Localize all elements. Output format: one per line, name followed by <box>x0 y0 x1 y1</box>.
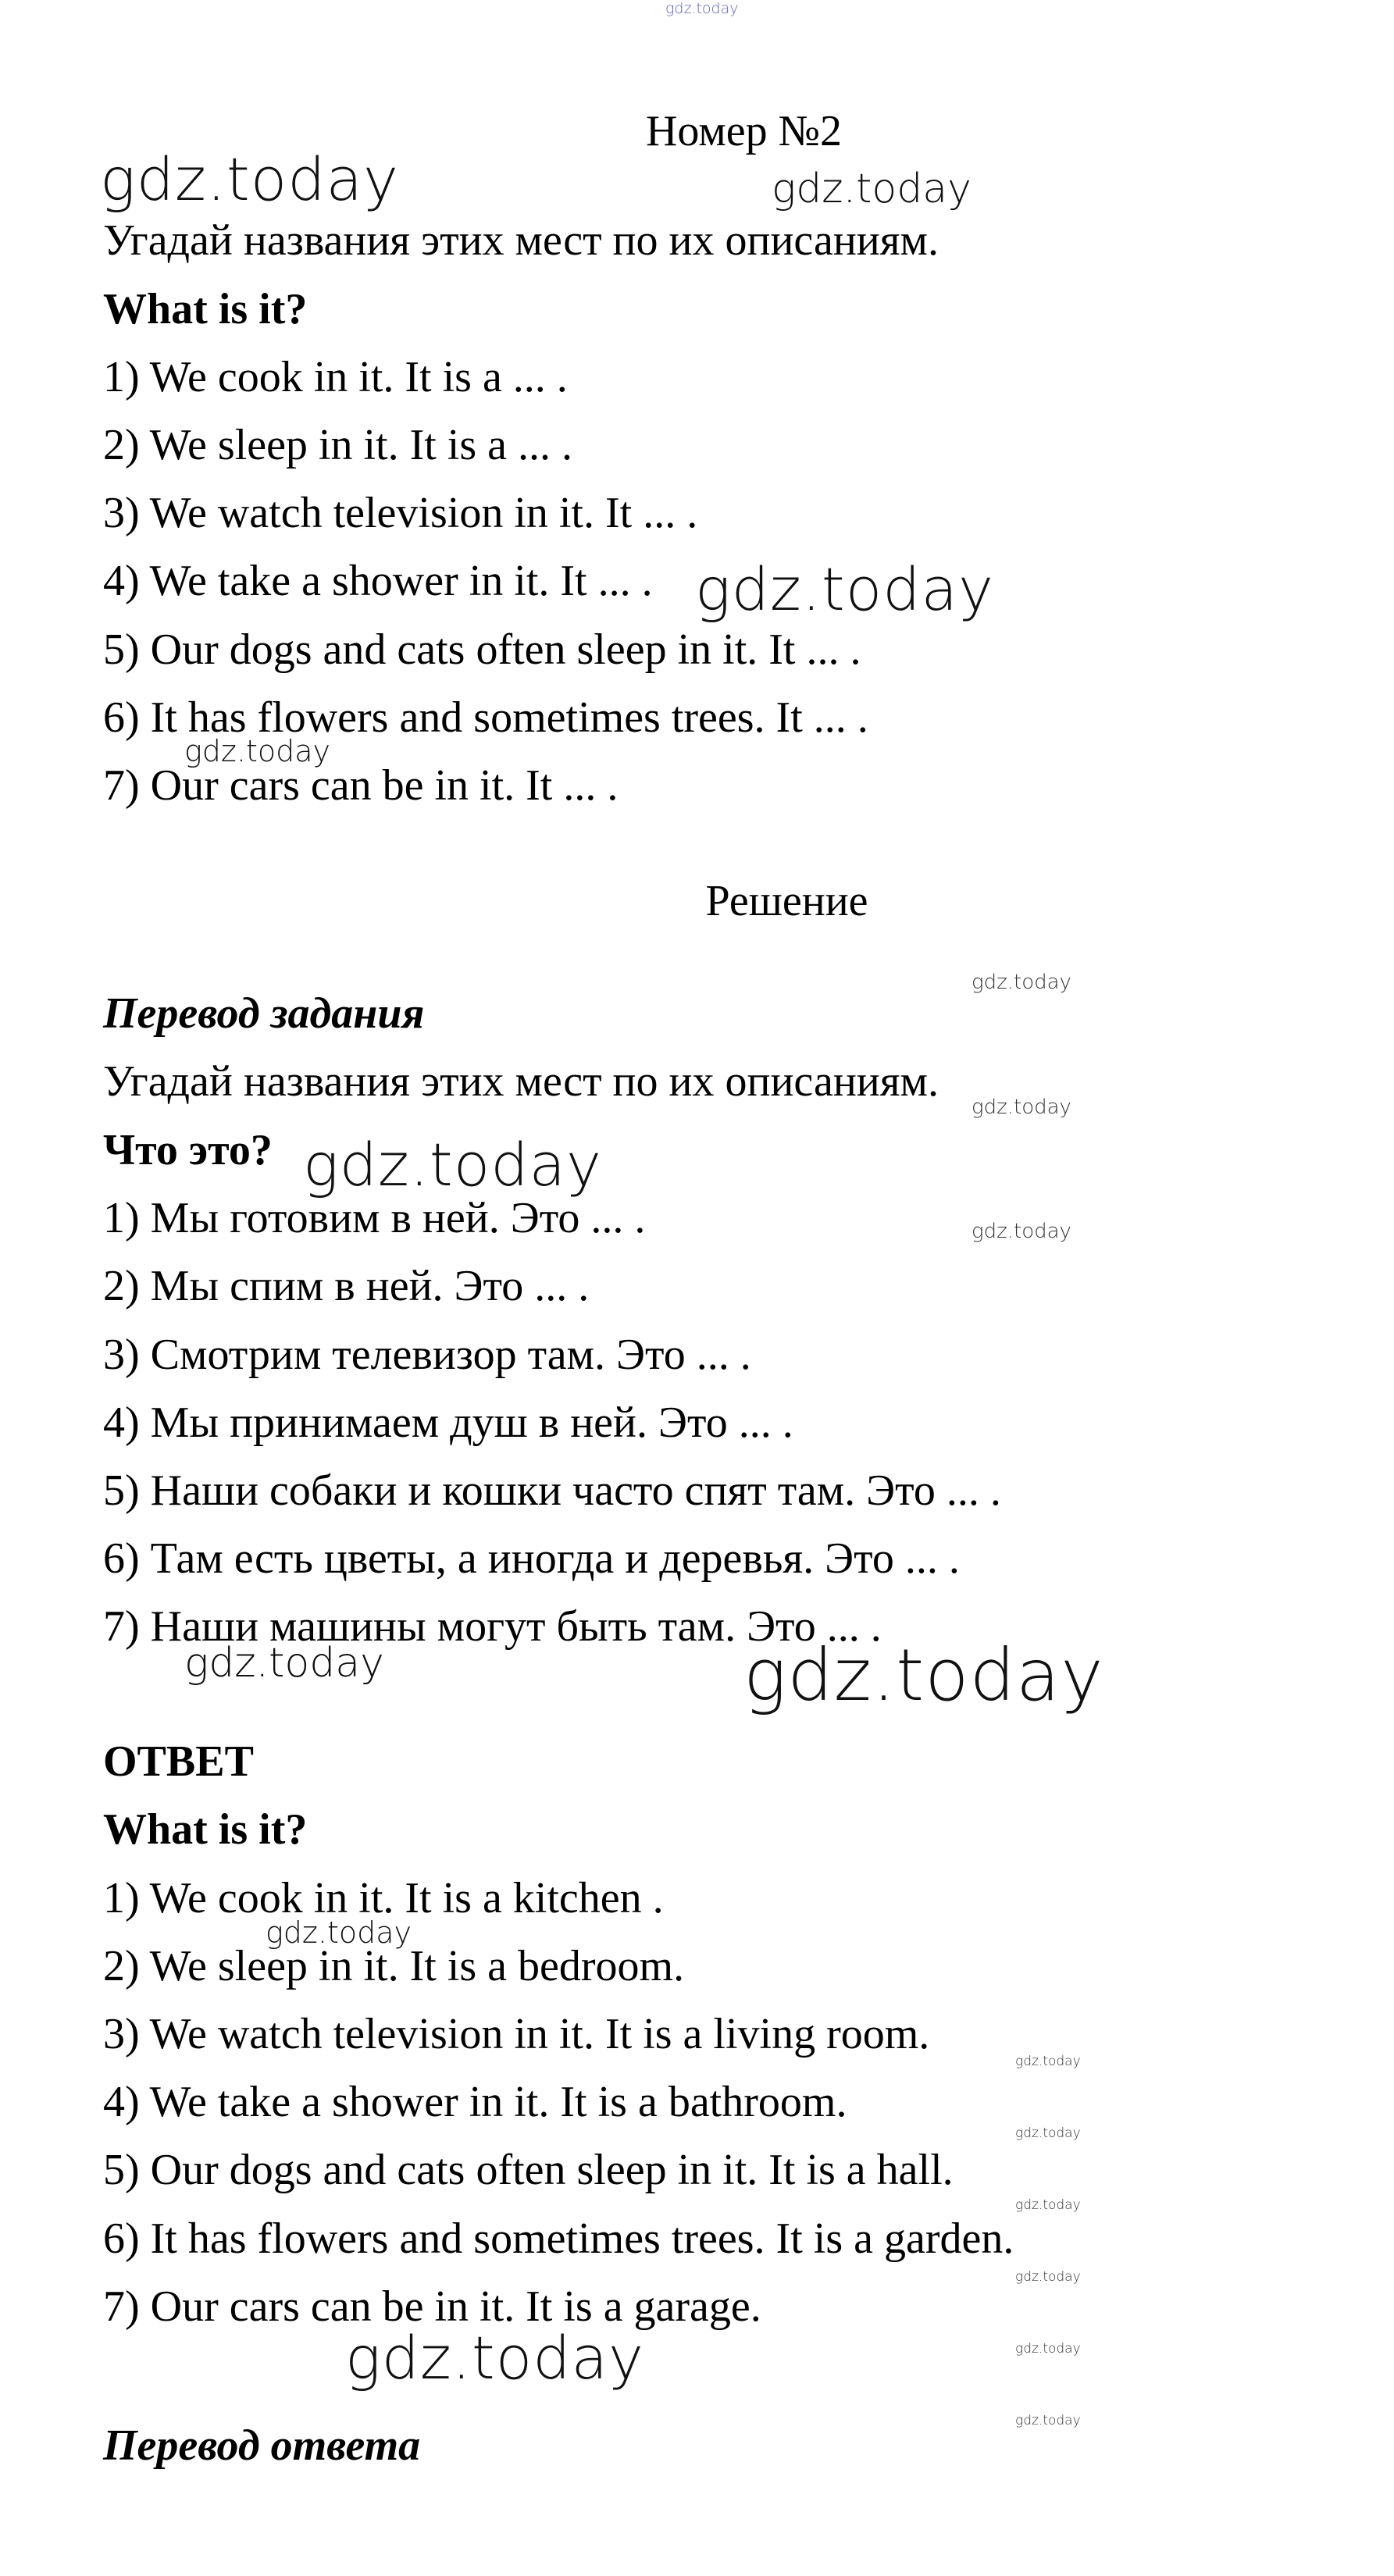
solution-item: 6) Там есть цветы, а иногда и деревья. Это ... . <box>103 1534 960 1583</box>
solution-item: 4) Мы принимаем душ в ней. Это ... . <box>103 1398 793 1447</box>
watermark: gdz.today <box>184 1640 384 1687</box>
task-item: 3) We watch television in it. It ... . <box>103 489 698 537</box>
answer-question: What is it? <box>103 1805 308 1854</box>
answer-heading: ОТВЕТ <box>103 1737 254 1786</box>
answer-item: 7) Our cars can be in it. It is a garage. <box>103 2282 761 2331</box>
solution-instruction: Угадай названия этих мест по их описаниям. <box>103 1057 939 1106</box>
task-item: 1) We cook in it. It is a ... . <box>103 353 568 401</box>
solution-heading: Решение <box>705 877 868 925</box>
task-item: 4) We take a shower in it. It ... . <box>103 557 653 605</box>
watermark: gdz.today <box>695 554 994 624</box>
watermark: gdz.today <box>972 971 1071 994</box>
watermark: gdz.today <box>972 1220 1071 1243</box>
watermark: gdz.today <box>1015 2269 1081 2285</box>
answer-item: 4) We take a shower in it. It is a bathroom. <box>103 2078 847 2126</box>
watermark: gdz.today <box>772 166 972 212</box>
watermark: gdz.today <box>345 2323 644 2393</box>
answer-item: 3) We watch television in it. It is a living room. <box>103 2010 930 2058</box>
task-item: 6) It has flowers and sometimes trees. It ... . <box>103 693 868 742</box>
watermark: gdz.today <box>184 734 330 768</box>
answer-item: 1) We cook in it. It is a kitchen . <box>103 1874 664 1922</box>
watermark: gdz.today <box>266 1915 412 1950</box>
watermark: gdz.today <box>303 1130 602 1199</box>
task-item: 7) Our cars can be in it. It ... . <box>103 761 619 810</box>
task-question: What is it? <box>103 285 308 333</box>
answer-item: 6) It has flowers and sometimes trees. It is a garden. <box>103 2214 1014 2263</box>
watermark-top: gdz.today <box>665 0 739 17</box>
solution-question: Что это? <box>103 1126 273 1174</box>
translation-heading: Перевод задания <box>103 989 425 1038</box>
watermark: gdz.today <box>743 1634 1104 1717</box>
task-instruction: Угадай названия этих мест по их описаниям. <box>103 216 939 265</box>
watermark: gdz.today <box>1015 2197 1081 2213</box>
watermark: gdz.today <box>1015 2413 1081 2428</box>
solution-item: 2) Мы спим в ней. Это ... . <box>103 1262 590 1310</box>
watermark: gdz.today <box>100 144 399 214</box>
task-item: 2) We sleep in it. It is a ... . <box>103 421 573 469</box>
solution-item: 3) Смотрим телевизор там. Это ... . <box>103 1331 751 1379</box>
answer-item: 5) Our dogs and cats often sleep in it. It is a hall. <box>103 2146 954 2194</box>
watermark: gdz.today <box>972 1096 1071 1119</box>
watermark: gdz.today <box>1015 2054 1081 2069</box>
answer-item: 2) We sleep in it. It is a bedroom. <box>103 1942 685 1990</box>
task-item: 5) Our dogs and cats often sleep in it. It ... . <box>103 625 861 674</box>
watermark: gdz.today <box>1015 2341 1081 2357</box>
answer-translation-heading: Перевод ответа <box>103 2421 421 2470</box>
solution-item: 5) Наши собаки и кошки часто спят там. Это ... . <box>103 1466 1001 1515</box>
watermark: gdz.today <box>1015 2125 1081 2141</box>
solution-item: 7) Наши машины могут быть там. Это ... . <box>103 1602 882 1651</box>
solution-item: 1) Мы готовим в ней. Это ... . <box>103 1194 646 1242</box>
page-title: Номер №2 <box>645 107 843 155</box>
